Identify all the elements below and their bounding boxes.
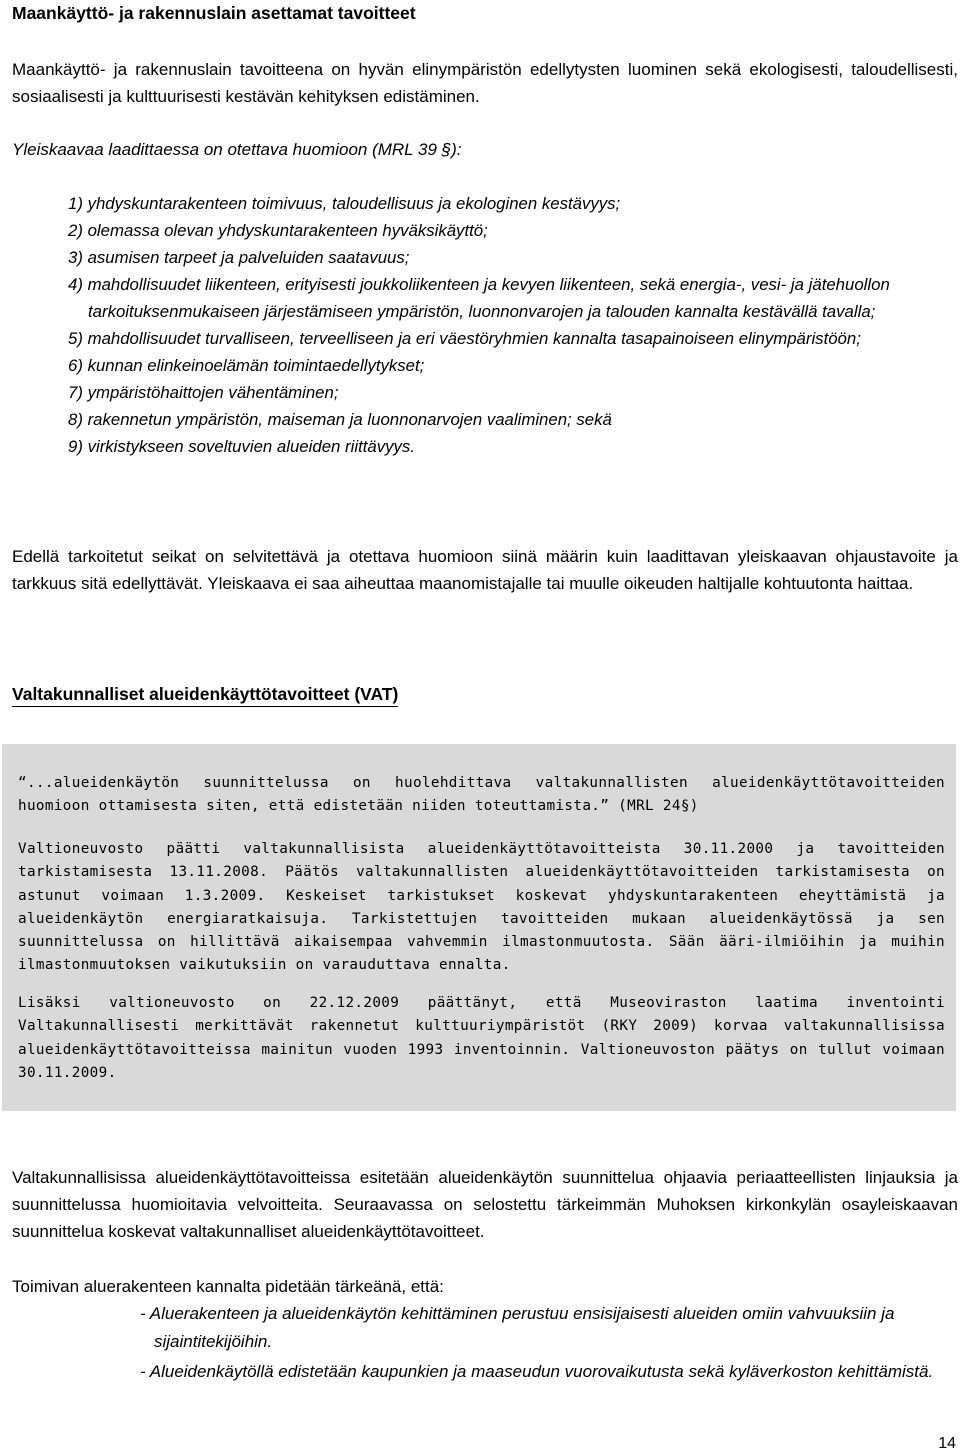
structure-bullet-item: - Aluerakenteen ja alueidenkäytön kehittäminen perustuu ensisijaisesti alueiden omiin vahvuuksiin ja sijaintitekijöihin. [140, 1304, 895, 1351]
requirement-item: 2) olemassa olevan yhdyskuntarakenteen hyväksikäyttö; [68, 221, 488, 240]
requirement-item: 4) mahdollisuudet liikenteen, erityisesti joukkoliikenteen ja kevyen liikenteen, sekä energia-, vesi- ja jätehuollon tarkoituksenmukaiseen järjestämiseen ympäristön, luonnonvarojen ja talouden kannalta kestävällä tavalla; [68, 275, 890, 321]
requirements-intro: Yleiskaavaa laadittaessa on otettava huomioon (MRL 39 §): [12, 140, 462, 159]
vat-summary-paragraph: Valtakunnallisissa alueidenkäyttötavoitteissa esitetään alueidenkäytön suunnittelua ohjaavia periaatteellisten linjauksia ja suunnittelussa huomioitavia velvoitteita. Seuraavassa on selostettu tärkeimmän Muhoksen kirkonkylän osayleiskaavan suunnittelua koskevat valtakunnalliset alueidenkäyttötavoitteet. [12, 1168, 958, 1241]
structure-bullet-item: - Alueidenkäytöllä edistetään kaupunkien ja maaseudun vuorovaikutusta sekä kyläverkoston kehittämistä. [140, 1362, 934, 1381]
page-number: 14 [938, 1435, 956, 1452]
requirements-list [68, 190, 948, 460]
vat-decision-paragraph: Valtioneuvosto päätti valtakunnallisista alueidenkäyttötavoitteista 30.11.2000 ja tavoitteiden tarkistamisesta 13.11.2008. Päätös valtakunnallisten alueidenkäyttötavoitteiden tarkistamisesta on astunut voimaan 1.3.2009. Keskeiset tarkistukset koskevat yhdyskuntarakenteen eheyttämistä ja alueidenkäytön energiaratkaisuja. Tarkistettujen tavoitteiden mukaan alueidenkäytössä ja sen suunnittelussa on hillittävä aikaisempaa vahvemmin ilmastonmuutosta. Sään ääri-ilmiöihin ja muihin ilmastonmuutoksen vaikutuksiin on varauduttava ennalta. [18, 841, 945, 974]
section-title-land-use-law: Maankäyttö- ja rakennuslain asettamat tavoitteet [12, 3, 416, 23]
structure-bullets [140, 1300, 956, 1388]
vat-rky-paragraph: Lisäksi valtioneuvosto on 22.12.2009 päättänyt, että Museoviraston laatima inventointi Valtakunnallisesti merkittävät rakennetut kulttuuriympäristöt (RKY 2009) korvaa valtakunnallisissa alueidenkäyttötavoitteissa mainitun vuoden 1993 inventoinnin. Valtioneuvoston päätys on tullut voimaan 30.11.2009. [18, 995, 945, 1081]
intro-paragraph: Maankäyttö- ja rakennuslain tavoitteena on hyvän elinympäristön edellytysten luominen sekä ekologisesti, taloudellisesti, sosiaalisesti ja kulttuurisesti kestävän kehityksen edistäminen. [12, 60, 958, 106]
vat-quote: “...alueidenkäytön suunnittelussa on huolehdittava valtakunnallisten alueidenkäyttötavoitteiden huomioon ottamisesta siten, että edistetään niiden toteuttamista.” (MRL 24§) [18, 775, 945, 815]
requirement-item: 6) kunnan elinkeinoelämän toimintaedellytykset; [68, 356, 425, 375]
requirement-item: 1) yhdyskuntarakenteen toimivuus, taloudellisuus ja ekologinen kestävyys; [68, 194, 621, 213]
requirement-item: 7) ympäristöhaittojen vähentäminen; [68, 383, 339, 402]
requirement-item: 3) asumisen tarpeet ja palveluiden saatavuus; [68, 248, 410, 267]
requirement-item: 5) mahdollisuudet turvalliseen, terveelliseen ja eri väestöryhmien kannalta tasapainoiseen elinympäristöön; [68, 329, 861, 348]
section-title-vat: Valtakunnalliset alueidenkäyttötavoitteet (VAT) [12, 682, 398, 707]
conclusion-paragraph: Edellä tarkoitetut seikat on selvitettävä ja otettava huomioon siinä määrin kuin laadittavan yleiskaavan ohjaustavoite ja tarkkuus sitä edellyttävät. Yleiskaava ei saa aiheuttaa maanomistajalle tai muulle oikeuden haltijalle kohtuutonta haittaa. [12, 547, 958, 593]
structure-intro: Toimivan aluerakenteen kannalta pidetään tärkeänä, että: [12, 1277, 444, 1296]
requirement-item: 9) virkistykseen soveltuvien alueiden riittävyys. [68, 437, 415, 456]
requirement-item: 8) rakennetun ympäristön, maiseman ja luonnonarvojen vaaliminen; sekä [68, 410, 612, 429]
vat-quote-box [2, 744, 956, 1111]
